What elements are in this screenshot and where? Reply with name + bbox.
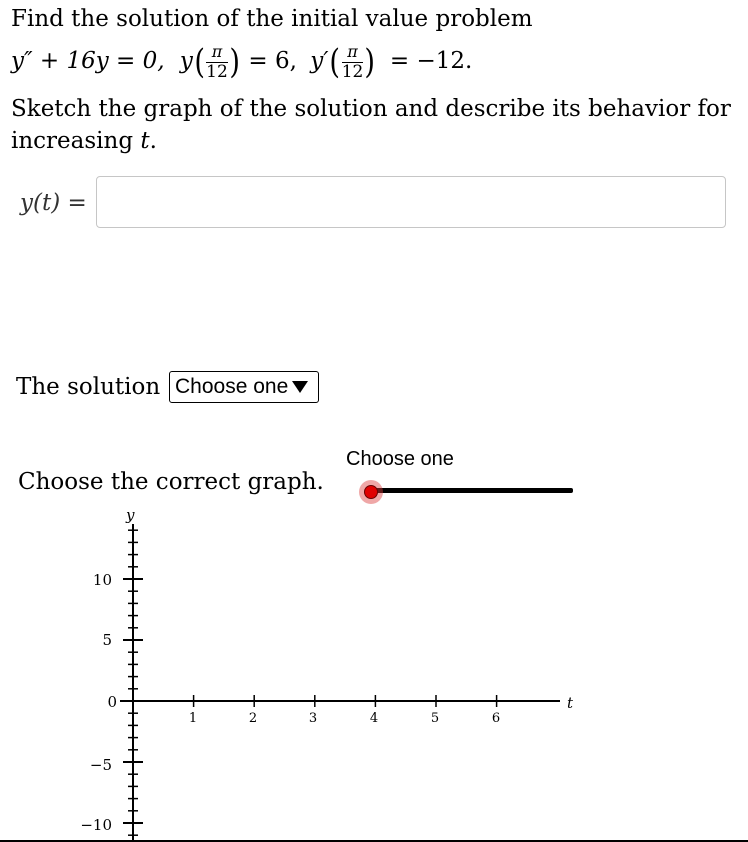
behavior-label: The solution — [16, 374, 161, 400]
pi-symbol: π — [206, 44, 228, 63]
condition2-function: y′ — [310, 48, 329, 74]
y-tick-label: 0 — [107, 693, 117, 711]
y-tick-label: −10 — [80, 816, 112, 834]
y-tick-label: −5 — [89, 756, 112, 774]
y-axis-label: y — [126, 506, 135, 524]
condition1-value: = 6, — [248, 48, 297, 74]
condition2-value: = −12. — [389, 48, 473, 74]
behavior-select-value: Choose one — [175, 375, 289, 398]
paren-close: ) — [229, 42, 240, 82]
slider-caption: Choose one — [346, 448, 454, 470]
y-tick-label: 5 — [102, 631, 112, 649]
denominator: 12 — [206, 61, 228, 82]
behavior-select[interactable] — [169, 371, 319, 403]
graph-choice-label: Choose the correct graph. — [18, 469, 324, 495]
paren-close: ) — [364, 42, 376, 82]
denominator: 12 — [341, 61, 364, 82]
condition2-argument — [341, 41, 364, 82]
answer-label: y(t) = — [20, 190, 87, 216]
y-tick-label: 10 — [92, 571, 112, 589]
graph-slider-track[interactable] — [370, 488, 573, 493]
t-axis-label: t — [567, 694, 574, 712]
dropdown-arrow-icon — [292, 381, 308, 393]
variable-t: t — [140, 128, 150, 154]
answer-input[interactable] — [96, 176, 726, 228]
sketch-instruction-line2 — [11, 128, 157, 154]
graph-slider-knob[interactable] — [364, 485, 378, 499]
x-tick-label: 2 — [248, 711, 258, 726]
x-tick-label: 6 — [491, 711, 501, 726]
x-tick-label: 5 — [430, 711, 440, 726]
graph-axes — [120, 524, 560, 840]
equation-ode: y″ + 16y = 0, — [11, 48, 165, 74]
x-tick-label: 3 — [308, 711, 318, 726]
pi-symbol: π — [342, 44, 364, 63]
period: . — [149, 128, 157, 154]
sketch-instruction-line1: Sketch the graph of the solution and describe its behavior for — [11, 96, 731, 122]
x-tick-label: 4 — [369, 711, 379, 726]
condition1-argument — [206, 41, 228, 82]
paren-open: ( — [329, 42, 341, 82]
paren-open: ( — [194, 42, 205, 82]
x-tick-label: 1 — [188, 711, 198, 726]
problem-intro: Find the solution of the initial value problem — [11, 6, 533, 32]
problem-equation — [11, 42, 472, 82]
condition1-function: y — [179, 48, 193, 74]
solution-graph[interactable] — [0, 500, 600, 840]
sketch-text: increasing — [11, 128, 141, 154]
